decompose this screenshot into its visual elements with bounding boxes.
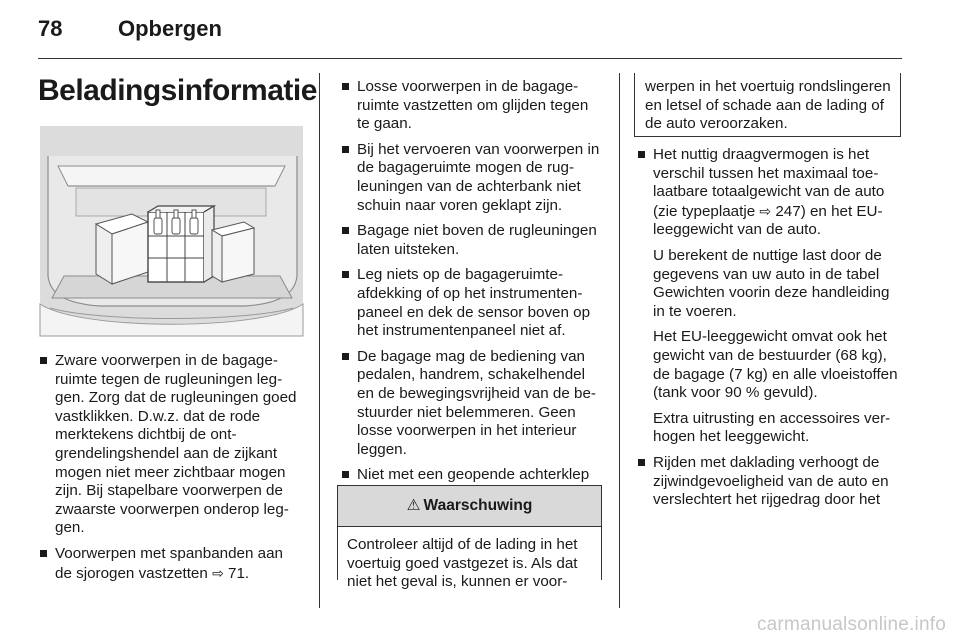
- list-item: Leg niets op de bagageruimteafdekking of op het instrumentenpaneel en dek de sensor boven op het instrumentenpaneel niet af.: [340, 266, 603, 340]
- page-reference-arrow-icon: ⇨: [759, 202, 772, 219]
- header-rule: [38, 58, 902, 59]
- watermark: carmanualsonline.info: [756, 614, 946, 635]
- page-number: 78: [38, 16, 63, 41]
- list-item: Bij het vervoeren van voorwerpen in de bagageruimte mogen de rugleuningen van de achterbank niet schuin naar voren geklapt zijn.: [340, 141, 603, 215]
- list-item: De bagage mag de bediening van pedalen, handrem, schakelhendel en de bewegingsvrijheid van de bestuurder niet belemmeren. Geen losse voorwerpen in het interieur leggen.: [340, 348, 603, 460]
- list-item: [38, 545, 304, 583]
- list-item: Bagage niet boven de rugleuningen laten uitsteken.: [340, 222, 603, 259]
- list-item-text: Voorwerpen met spanbanden aan de sjorogen vastzetten: [55, 544, 283, 582]
- section-title: Beladingsinformatie: [38, 74, 317, 107]
- paragraph: [653, 146, 902, 240]
- paragraph: Het EU-leeggewicht omvat ook het gewicht van de bestuurder (68 kg), de bagage (7 kg) en alle vloeistoffen (tank voor 90 % gevuld).: [653, 328, 898, 402]
- paragraph-text: ) en het EU-leeggewicht van de auto.: [653, 202, 883, 239]
- list-item: Zware voorwerpen in de bagageruimte tegen de rugleuningen leggen. Zorg dat de rugleuningen goed vastklikken. D.w.z. dat de rode merktekens dichtbij de ontgrendelingshendel aan de zijkant mogen niet meer zichtbaar mogen zijn. Bij stapelbare voorwerpen de zwaarste voorwerpen onderop leggen.: [38, 352, 304, 538]
- list-item: [636, 146, 902, 447]
- warning-header: [338, 486, 601, 527]
- page-reference: 71.: [228, 564, 250, 582]
- paragraph-text: Het nuttig draagvermogen is het verschil tussen het maximaal toelaatbare totaalgewicht van de auto (zie typeplaatje: [653, 146, 885, 220]
- warning-box-continued: [634, 73, 901, 137]
- column-1: [38, 352, 304, 590]
- warning-icon: ⚠: [406, 496, 421, 514]
- warning-text-continued: werpen in het voertuig rondslingeren en letsel of schade aan de lading of de auto veroorzaken.: [645, 78, 891, 133]
- paragraph: Extra uitrusting en accessoires verhogen het leeggewicht.: [653, 409, 891, 446]
- warning-box: [337, 485, 602, 591]
- column-2: [340, 78, 603, 510]
- page-reference: 247: [775, 202, 801, 220]
- list-item: Losse voorwerpen in de bagageruimte vastzetten om glijden tegen te gaan.: [340, 78, 603, 134]
- column-divider: [319, 73, 320, 608]
- column-divider: [619, 73, 620, 608]
- warning-text: Controleer altijd of de lading in het voertuig goed vastgezet is. Als dat niet het geval is, kunnen er voor-: [347, 536, 578, 591]
- column-3: [636, 146, 902, 517]
- list-item: Rijden met daklading verhoogt de zijwindgevoeligheid van de auto en verslechtert het rijgedrag door het: [636, 454, 902, 510]
- page-reference-arrow-icon: ⇨: [212, 564, 224, 581]
- running-title: Opbergen: [118, 16, 222, 41]
- list-item: Niet met een geopende achterklep: [340, 466, 603, 503]
- paragraph: U berekent de nuttige last door de gegevens van uw auto in de tabel Gewichten voorin deze handleiding in te voeren.: [653, 246, 890, 320]
- trunk-illustration: [40, 126, 303, 336]
- warning-title: Waarschuwing: [423, 496, 533, 514]
